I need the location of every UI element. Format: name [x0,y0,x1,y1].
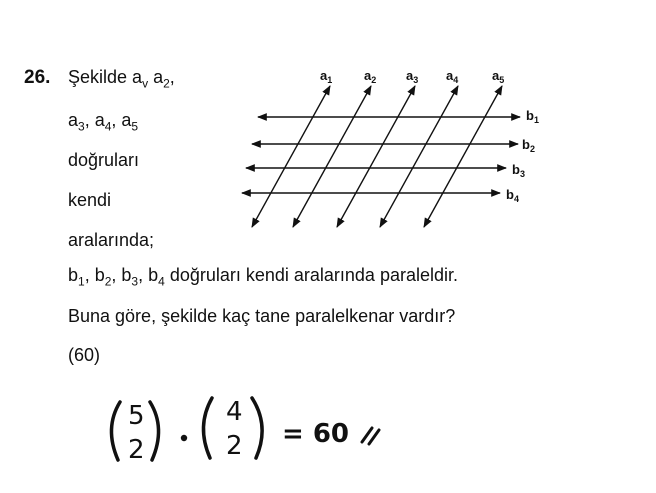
line2-part: , a [84,110,105,130]
label-b1: $b_1$ [526,108,539,125]
label-a1: $a_1$ [320,68,333,85]
line6-sub: 1 [78,274,85,289]
line-a1 [252,86,330,227]
line1-end: , [169,67,175,87]
line6-part: , b [111,265,132,285]
answer-text: (60) [68,345,101,365]
line6-part: doğruları kendi aralarında paraleldir. [164,265,458,285]
line1-sub2: 2 [163,76,170,91]
line6-part: , b [138,265,159,285]
line1-text: Şekilde a [68,67,143,87]
question-line-4: kendi [68,190,112,210]
left-paren-1 [111,402,120,460]
label-a4: $a_4$ [446,68,459,85]
line6-sub: 2 [104,274,112,289]
question-line-5: aralarında; [68,230,155,250]
line2-sub: 3 [78,119,85,134]
result-text: = 60 [282,419,350,449]
line-a5 [424,86,502,227]
line6-part: b [68,265,79,285]
line6-sub: 3 [131,274,139,289]
line2-sub: 4 [104,119,112,134]
binom2-top: 4 [226,397,243,427]
line6-part: , b [84,265,105,285]
label-b2: $b_2$ [522,137,535,154]
question-line-7: Buna göre, şekilde kaç tane paralelkenar vardır? [68,306,456,326]
line-a3 [337,86,415,227]
left-paren-2 [203,398,212,458]
handwritten-solution [111,397,379,465]
line2-part: a [68,110,79,130]
label-b3: $b_3$ [512,162,525,179]
line1-sub1: v [142,76,149,91]
line1-mid: a [148,67,164,87]
double-slash-mark [362,428,379,444]
question-line-3: doğruları [68,150,140,170]
label-a2: $a_2$ [364,68,377,85]
line6-sub: 4 [158,274,165,289]
right-paren-1 [150,402,159,460]
label-a3: $a_3$ [406,68,419,85]
right-paren-2 [252,398,262,458]
label-b4: $b_4$ [506,187,519,204]
binom1-top: 5 [128,401,145,431]
label-a5: $a_5$ [492,68,505,85]
line-a4 [380,86,458,227]
multiply-dot [181,435,187,441]
binom2-bottom: 2 [226,431,243,461]
line-a2 [293,86,371,227]
line2-part: , a [111,110,132,130]
binom1-bottom: 2 [128,435,145,465]
line2-sub: 5 [131,119,139,134]
question-number: 26. [24,67,51,88]
